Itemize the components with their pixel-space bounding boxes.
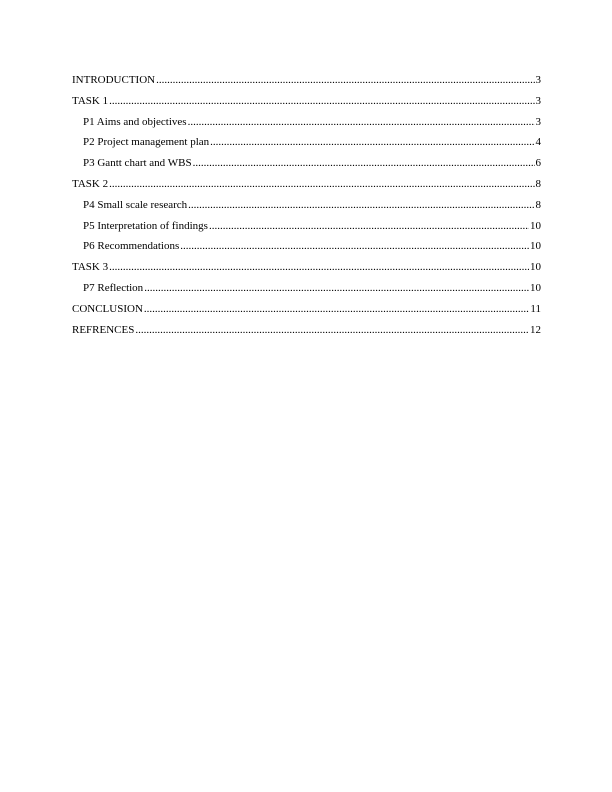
toc-entry-label: INTRODUCTION	[72, 74, 156, 86]
toc-entry-page-number: 12	[530, 323, 541, 336]
toc-entry-page-number: 3	[535, 94, 541, 107]
toc-entry-page-number: 10	[530, 219, 541, 232]
toc-dot-leader	[188, 112, 535, 133]
toc-entry-task-1[interactable]	[72, 91, 541, 112]
toc-entry-label: P5 Interpretation of findings	[83, 219, 208, 232]
toc-entry-page-number: 8	[535, 198, 541, 211]
toc-entry-label: P4 Small scale research	[83, 198, 188, 211]
toc-entry-introduction[interactable]	[72, 70, 541, 91]
toc-dot-leader	[144, 299, 530, 320]
table-of-contents	[72, 70, 541, 340]
toc-entry-p3-gantt-chart-and-wbs[interactable]	[72, 153, 541, 174]
toc-entry-label: P2 Project management plan	[83, 136, 210, 149]
toc-entry-page-number: 3	[535, 115, 541, 128]
toc-entry-task-3[interactable]	[72, 257, 541, 278]
toc-entry-label: REFRENCES	[72, 323, 135, 336]
toc-entry-p6-recommendations[interactable]	[72, 236, 541, 257]
toc-entry-page-number: 10	[530, 240, 541, 253]
toc-entry-label: P1 Aims and objectives	[83, 115, 187, 128]
toc-entry-label: CONCLUSION	[72, 302, 143, 315]
toc-entry-task-2[interactable]	[72, 174, 541, 195]
toc-dot-leader	[109, 174, 534, 195]
toc-entry-label: TASK 1	[72, 94, 109, 107]
toc-entry-label: P3 Gantt chart and WBS	[83, 157, 192, 170]
toc-dot-leader	[180, 236, 529, 257]
toc-entry-p4-small-scale-research[interactable]	[72, 195, 541, 216]
toc-entry-p1-aims-and-objectives[interactable]	[72, 112, 541, 133]
toc-entry-conclusion[interactable]	[72, 299, 541, 320]
toc-dot-leader	[109, 91, 534, 112]
toc-dot-leader	[210, 132, 534, 153]
toc-entry-p2-project-management-plan[interactable]	[72, 132, 541, 153]
toc-entry-page-number: 4	[535, 136, 541, 149]
toc-entry-p5-interpretation-of-findings[interactable]	[72, 216, 541, 237]
toc-dot-leader	[188, 195, 534, 216]
toc-entry-label: P6 Recommendations	[83, 240, 180, 253]
toc-entry-label: TASK 2	[72, 177, 109, 190]
toc-entry-label: P7 Reflection	[83, 281, 144, 294]
toc-dot-leader	[144, 278, 529, 299]
toc-dot-leader	[209, 216, 529, 237]
toc-entry-p7-reflection[interactable]	[72, 278, 541, 299]
toc-dot-leader	[156, 70, 534, 91]
toc-dot-leader	[193, 153, 535, 174]
toc-entry-label: TASK 3	[72, 261, 109, 274]
toc-dot-leader	[135, 320, 529, 341]
toc-entry-page-number: 8	[535, 177, 541, 190]
toc-entry-page-number: 11	[530, 302, 541, 315]
toc-entry-page-number: 10	[530, 261, 541, 274]
toc-entry-page-number: 6	[535, 157, 541, 170]
toc-entry-refrences[interactable]	[72, 320, 541, 341]
toc-entry-page-number: 3	[535, 74, 541, 86]
toc-entry-page-number: 10	[530, 281, 541, 294]
toc-dot-leader	[109, 257, 529, 278]
